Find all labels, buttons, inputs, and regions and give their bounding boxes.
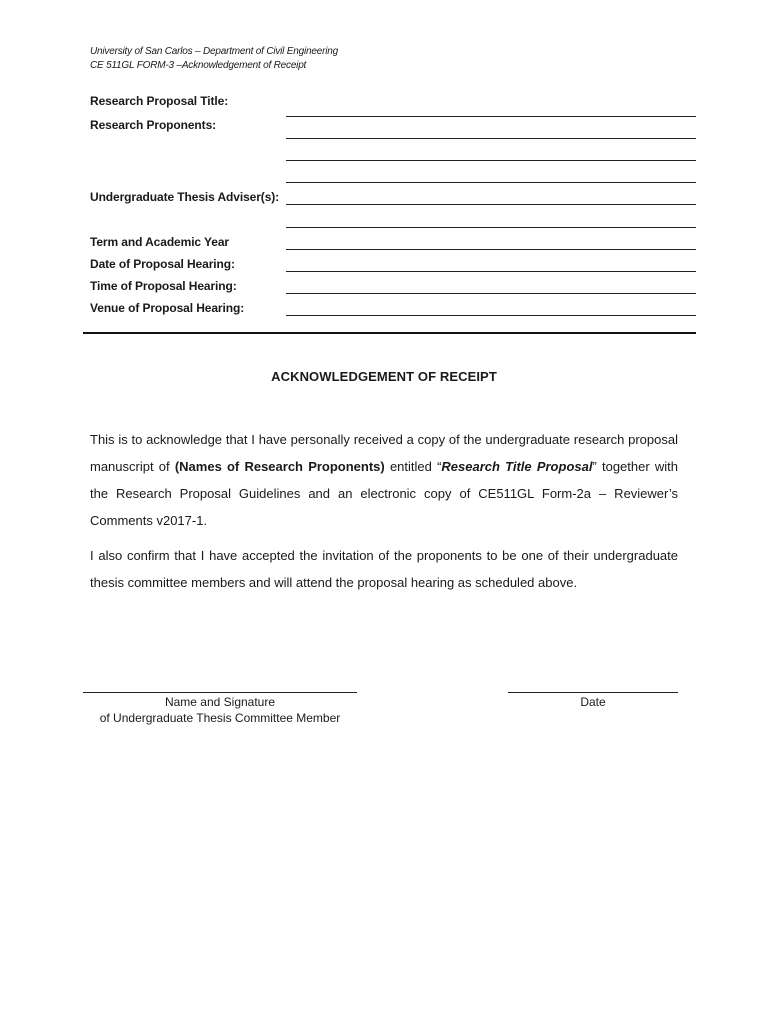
document-title: ACKNOWLEDGEMENT OF RECEIPT (271, 369, 497, 384)
time-line[interactable] (286, 293, 696, 294)
paragraph-text-b: entitled “ (384, 459, 442, 474)
label-term: Term and Academic Year (90, 235, 229, 249)
committee-member-label: of Undergraduate Thesis Committee Member (99, 711, 341, 725)
date-caption: Date (580, 695, 606, 709)
date-line[interactable] (286, 271, 696, 272)
confirmation-paragraph: I also confirm that I have accepted the invitation of the proponents to be one of their undergraduate thesis committee members and will attend the proposal hearing as scheduled above. (90, 548, 678, 590)
paragraph-text-a: This is to acknowledge that I have personally received a copy of the undergraduate research proposal manuscript of (90, 432, 678, 474)
label-adviser: Undergraduate Thesis Adviser(s): (90, 190, 280, 204)
label-date: Date of Proposal Hearing: (90, 257, 235, 271)
term-line[interactable] (286, 249, 696, 250)
proponent-names-placeholder: (Names of Research Proponents) (174, 459, 385, 474)
venue-line[interactable] (286, 315, 696, 316)
date-signature-line[interactable] (508, 692, 678, 693)
acknowledgement-paragraph (90, 426, 678, 534)
proponents-line-1[interactable] (286, 138, 696, 139)
section-divider (83, 332, 696, 334)
adviser-line-1[interactable] (286, 204, 696, 205)
header-university: University of San Carlos – Department of Civil Engineering (90, 46, 338, 57)
research-title-placeholder: Research Title Proposal (441, 459, 593, 474)
label-proposal-title: Research Proposal Title: (90, 94, 229, 108)
proposal-title-line[interactable] (286, 116, 696, 117)
name-signature-caption (83, 694, 357, 726)
paragraph-text-c: ” together with the Research Proposal Guidelines and an electronic copy of CE511GL Form-2a – Reviewer’s Comments v2017-1. (90, 459, 678, 528)
signature-line[interactable] (83, 692, 357, 693)
proponents-line-3[interactable] (286, 182, 696, 183)
header-form-id: CE 511GL FORM-3 –Acknowledgement of Receipt (90, 60, 307, 71)
label-proponents: Research Proponents: (90, 118, 217, 132)
name-signature-label: Name and Signature (164, 695, 276, 709)
adviser-line-2[interactable] (286, 227, 696, 228)
label-time: Time of Proposal Hearing: (90, 279, 237, 293)
label-venue: Venue of Proposal Hearing: (90, 301, 245, 315)
proponents-line-2[interactable] (286, 160, 696, 161)
